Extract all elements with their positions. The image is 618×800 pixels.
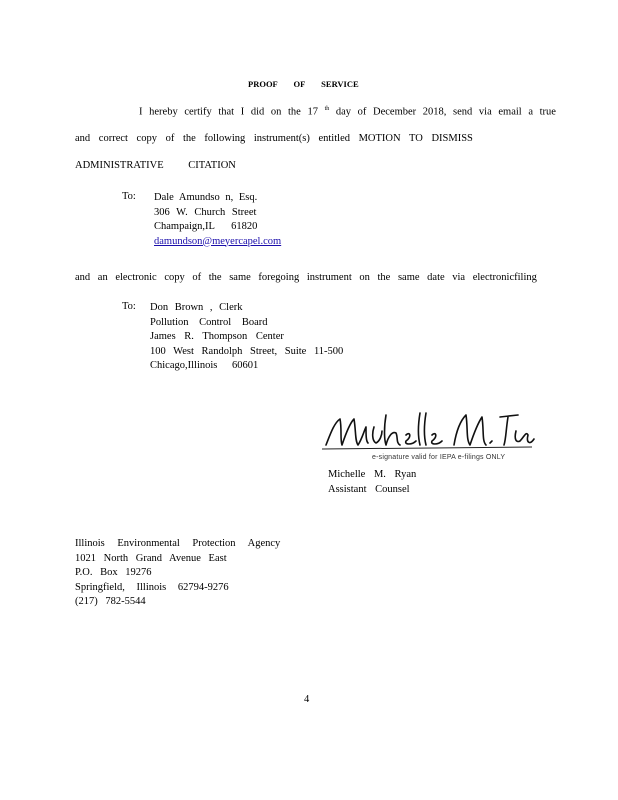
recipient1-street: 306 W. Church Street xyxy=(154,206,257,218)
signature-block xyxy=(328,468,416,497)
recipient1-email-link[interactable]: damundson@meyercapel.com xyxy=(154,235,282,247)
recipient2-to-label: To: xyxy=(122,301,136,312)
agency-name: Illinois Environmental Protection Agency xyxy=(75,538,281,549)
recipient2-building: James R. Thompson Center xyxy=(150,331,284,342)
ordinal-suffix: th xyxy=(324,106,330,112)
recipient2-org: Pollution Control Board xyxy=(150,316,268,328)
recipient2-street: 100 West Randolph Street, Suite 11-500 xyxy=(150,345,344,357)
signature-caption: e-signature valid for IEPA e-filings ONLY xyxy=(372,454,506,461)
recipient2-city: Chicago,Illinois 60601 xyxy=(150,360,259,371)
agency-phone: (217) 782-5544 xyxy=(75,596,146,607)
agency-street: 1021 North Grand Avenue East xyxy=(75,552,227,564)
agency-po-box: P.O. Box 19276 xyxy=(75,567,152,578)
document-title: PROOF OF SERVICE xyxy=(248,79,359,89)
handwritten-signature xyxy=(320,405,540,455)
recipient1-city: Champaign,IL 61820 xyxy=(154,221,258,232)
recipient2-address xyxy=(150,301,343,374)
certify-text-end: day of December 2018, send via email a true xyxy=(335,106,556,118)
page-number: 4 xyxy=(304,694,310,705)
agency-address xyxy=(75,537,280,610)
instrument-title-line: ADMINISTRATIVE CITATION xyxy=(75,160,236,171)
agency-city: Springfield, Illinois 62794-9276 xyxy=(75,581,229,593)
recipient1-name: Dale Amundso n, Esq. xyxy=(154,192,258,203)
recipient1-address xyxy=(154,191,313,249)
electronic-copy-line: and an electronic copy of the same foregoing instrument on the same date via electronicfiling xyxy=(75,272,537,283)
recipient2-name: Don Brown , Clerk xyxy=(150,302,243,313)
instrument-line: and correct copy of the following instrument(s) entitled MOTION TO DISMISS xyxy=(75,133,473,144)
signer-name: Michelle M. Ryan xyxy=(328,469,417,480)
signer-role: Assistant Counsel xyxy=(328,483,410,495)
certify-line xyxy=(139,106,556,118)
recipient1-to-label: To: xyxy=(122,191,136,202)
certify-text-start: I hereby certify that I did on the 17 xyxy=(139,106,318,118)
